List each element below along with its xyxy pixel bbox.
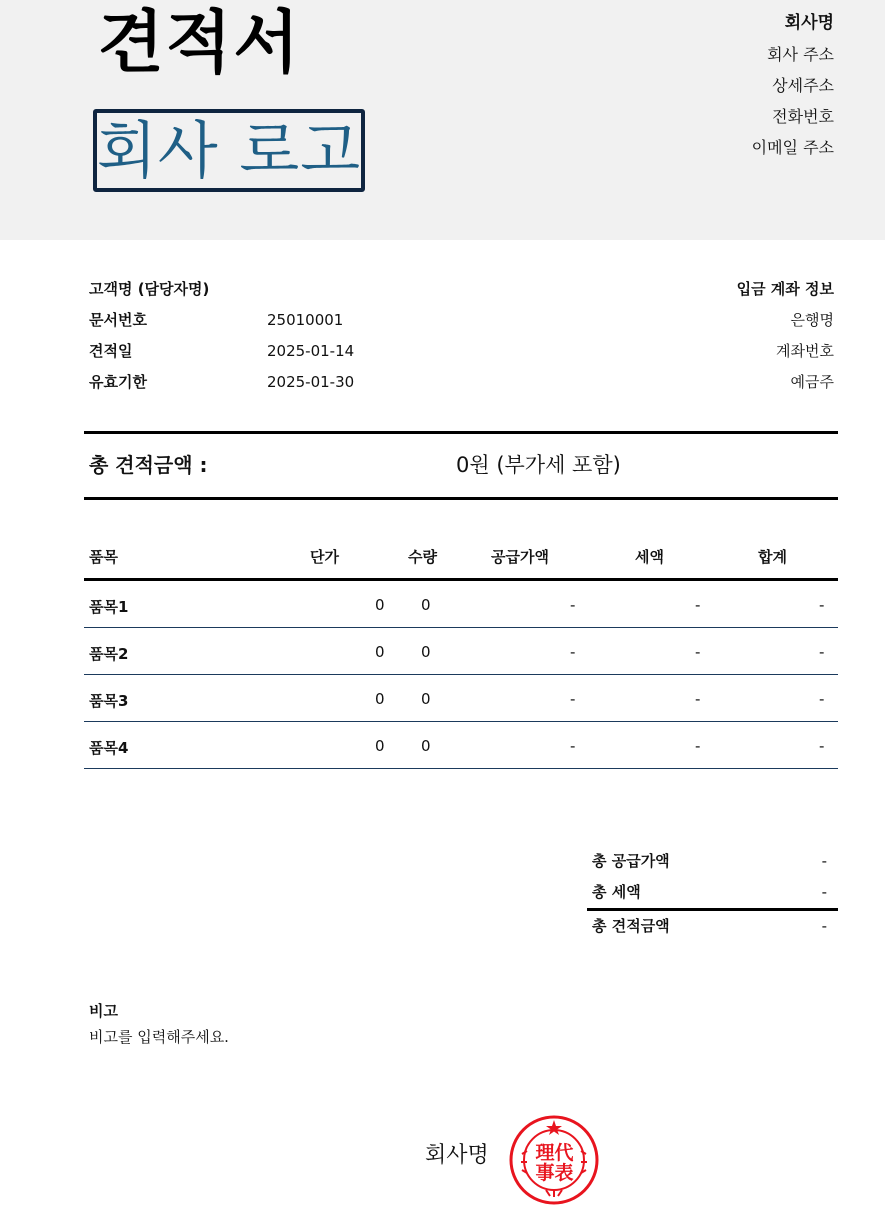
stamp-char: 代 bbox=[554, 1142, 574, 1164]
item-supply-amount: - bbox=[570, 690, 576, 708]
bank-name: 은행명 bbox=[790, 311, 834, 329]
total-amount-value: 0원 (부가세 포함) bbox=[456, 453, 621, 477]
total-amount-box bbox=[84, 431, 838, 500]
doc-number-label: 문서번호 bbox=[89, 311, 147, 329]
quote-date-row bbox=[89, 336, 409, 367]
signature-company-name: 회사명 bbox=[425, 1143, 489, 1168]
item-unit-price: 0 bbox=[375, 596, 385, 614]
company-email: 이메일 주소 bbox=[751, 138, 834, 157]
total-amount-label: 총 견적금액 : bbox=[89, 453, 208, 477]
item-supply-amount: - bbox=[570, 643, 576, 661]
col-header-tax: 세액 bbox=[635, 548, 664, 566]
item-unit-price: 0 bbox=[375, 690, 385, 708]
item-quantity: 0 bbox=[421, 643, 431, 661]
quote-date-label: 견적일 bbox=[89, 342, 133, 360]
valid-until-label: 유효기한 bbox=[89, 373, 147, 391]
company-address: 회사 주소 bbox=[767, 45, 834, 64]
table-row bbox=[84, 675, 838, 722]
doc-number-value: 25010001 bbox=[267, 311, 344, 329]
item-tax: - bbox=[695, 596, 701, 614]
col-header-quantity: 수량 bbox=[408, 548, 437, 566]
customer-name: 고객명 (담당자명) bbox=[89, 280, 210, 298]
col-header-supply-amount: 공급가액 bbox=[491, 548, 549, 566]
item-name: 품목3 bbox=[89, 692, 129, 710]
col-header-total: 합계 bbox=[758, 548, 787, 566]
table-row bbox=[84, 628, 838, 675]
item-supply-amount: - bbox=[570, 737, 576, 755]
bank-account-number: 계좌번호 bbox=[776, 342, 834, 360]
items-table-header bbox=[84, 534, 838, 581]
item-tax: - bbox=[695, 737, 701, 755]
items-table bbox=[84, 534, 838, 769]
item-unit-price: 0 bbox=[375, 643, 385, 661]
item-name: 품목4 bbox=[89, 739, 129, 757]
summary-tax-label: 총 세액 bbox=[592, 883, 641, 901]
remarks-section bbox=[89, 998, 229, 1050]
item-total: - bbox=[819, 643, 825, 661]
company-logo-text: 회사 로고 bbox=[96, 113, 362, 187]
stamp-char: 事 bbox=[535, 1162, 555, 1184]
item-total: - bbox=[819, 737, 825, 755]
summary-supply-label: 총 공급가액 bbox=[592, 852, 670, 870]
summary-total-row bbox=[587, 908, 838, 939]
company-address-detail: 상세주소 bbox=[772, 76, 834, 95]
valid-until-value: 2025-01-30 bbox=[267, 373, 355, 391]
summary-tax-row bbox=[587, 877, 838, 908]
item-supply-amount: - bbox=[570, 596, 576, 614]
item-tax: - bbox=[695, 690, 701, 708]
item-name: 품목1 bbox=[89, 598, 129, 616]
item-quantity: 0 bbox=[421, 690, 431, 708]
table-row bbox=[84, 581, 838, 628]
company-name: 회사명 bbox=[784, 13, 834, 33]
header-band bbox=[0, 0, 885, 240]
valid-until-row bbox=[89, 367, 409, 398]
doc-number-row bbox=[89, 305, 409, 336]
summary-supply-row bbox=[587, 846, 838, 877]
item-name: 품목2 bbox=[89, 645, 129, 663]
stamp-char: 理 bbox=[535, 1142, 555, 1164]
summary-supply-value: - bbox=[821, 852, 827, 870]
summary-total-label: 총 견적금액 bbox=[592, 917, 670, 935]
summary-total-value: - bbox=[821, 917, 827, 935]
table-row bbox=[84, 722, 838, 769]
bank-account-holder: 예금주 bbox=[790, 373, 834, 391]
company-logo-box bbox=[93, 109, 365, 192]
bank-info bbox=[737, 274, 834, 398]
quote-date-value: 2025-01-14 bbox=[267, 342, 355, 360]
customer-info bbox=[89, 274, 409, 398]
remarks-text: 비고를 입력해주세요. bbox=[89, 1028, 229, 1046]
customer-name-row bbox=[89, 274, 409, 305]
item-quantity: 0 bbox=[421, 596, 431, 614]
remarks-title: 비고 bbox=[89, 1002, 118, 1020]
item-tax: - bbox=[695, 643, 701, 661]
stamp-char: 表 bbox=[554, 1162, 574, 1184]
summary-tax-value: - bbox=[821, 883, 827, 901]
item-unit-price: 0 bbox=[375, 737, 385, 755]
bank-info-title: 입금 계좌 정보 bbox=[736, 280, 834, 298]
col-header-item: 품목 bbox=[89, 548, 118, 566]
document-title: 견적서 bbox=[98, 4, 302, 83]
item-quantity: 0 bbox=[421, 737, 431, 755]
company-phone: 전화번호 bbox=[772, 107, 834, 126]
company-seal-stamp-icon bbox=[508, 1114, 600, 1206]
item-total: - bbox=[819, 596, 825, 614]
summary-block bbox=[587, 846, 838, 939]
company-info bbox=[752, 8, 834, 163]
item-total: - bbox=[819, 690, 825, 708]
col-header-unit-price: 단가 bbox=[310, 548, 339, 566]
